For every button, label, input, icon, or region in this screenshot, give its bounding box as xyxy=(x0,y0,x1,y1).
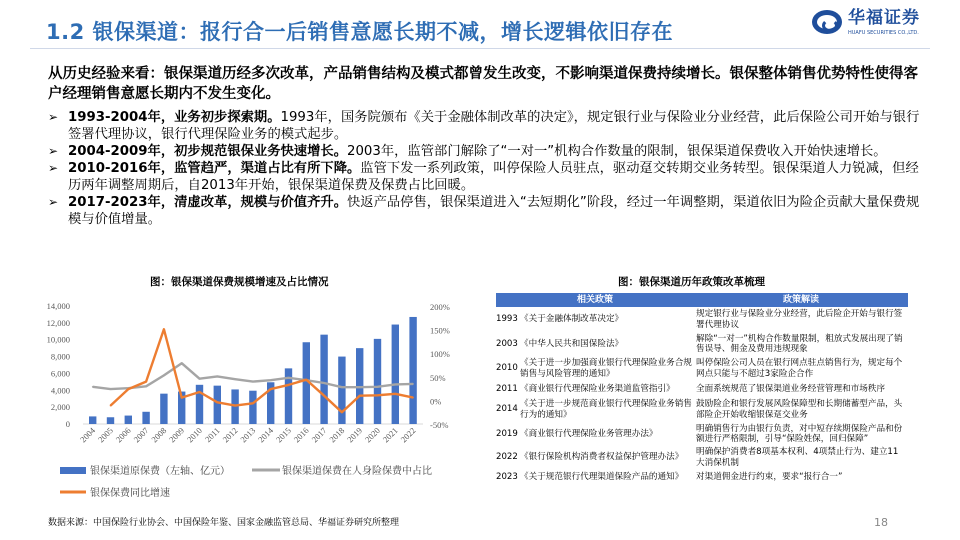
row-year: 2023 xyxy=(496,472,518,483)
bar-2018 xyxy=(338,357,345,424)
table-row xyxy=(496,381,908,397)
growth-point-2008 xyxy=(163,328,165,330)
row-policy: 《关于规范银行代理渠道保险产品的通知》 xyxy=(520,472,684,483)
bullet-heading: 2010-2016年，监管趋严，渠道占比有所下降。 xyxy=(68,161,361,176)
growth-point-2015 xyxy=(288,384,290,386)
x-tick-label: 2020 xyxy=(362,425,382,445)
bullet-text: 1993年，国务院颁布《关于金融体制改革的决定》，规定银行业与保险业分业经营，此后保险公司开始与银行签署代理协议，银行代理保险业务的模式起步。 xyxy=(68,110,920,142)
x-tick-label: 2009 xyxy=(167,425,187,445)
row-year: 2011 xyxy=(496,383,518,394)
share-point-2004 xyxy=(92,386,94,388)
legend-bar-swatch xyxy=(60,467,86,474)
growth-point-2010 xyxy=(199,391,201,393)
x-tick-label: 2011 xyxy=(202,425,222,445)
x-tick-label: 2006 xyxy=(113,425,133,445)
share-point-2013 xyxy=(252,381,254,383)
left-tick-label: 8,000 xyxy=(50,351,70,362)
intro-text: 从历史经验来看：银保渠道历经多次改革，产品销售结构及模式都曾发生改变，不影响渠道保费持续增长。银保整体销售优势特性使得客户经理销售意愿长期内不发生变化。 xyxy=(48,66,918,102)
growth-line xyxy=(111,329,414,412)
table-caption: 图：银保渠道历年政策改革梳理 xyxy=(618,276,765,288)
row-interpretation: 全面系统规范了银保渠道业务经营管理和市场秩序 xyxy=(696,383,886,394)
bar-2020 xyxy=(374,339,381,424)
x-tick-label: 2007 xyxy=(131,425,151,445)
x-tick-label: 2021 xyxy=(380,425,400,445)
left-tick-label: 14,000 xyxy=(46,301,70,311)
table-header-interpretation: 政策解读 xyxy=(694,293,908,307)
share-point-2011 xyxy=(217,376,219,378)
growth-point-2021 xyxy=(395,393,397,395)
row-interpretation: 明确保护消费者8项基本权利、4项禁止行为、建立11大消保机制 xyxy=(696,447,899,468)
row-policy: 《关于进一步规范商业银行代理保险业务销售行为的通知》 xyxy=(520,399,692,420)
share-point-2014 xyxy=(270,379,272,381)
right-tick-label: -50% xyxy=(430,420,449,430)
share-point-2018 xyxy=(341,386,343,388)
growth-point-2005 xyxy=(110,405,112,407)
row-policy: 《关于进一步加强商业银行代理保险业务合规销售与风险管理的通知》 xyxy=(520,358,692,379)
growth-point-2011 xyxy=(217,402,219,404)
growth-point-2019 xyxy=(359,395,361,397)
arrow-bullet-icon: ➢ xyxy=(48,144,59,158)
share-point-2007 xyxy=(145,385,147,387)
row-year: 2022 xyxy=(496,452,518,463)
share-point-2020 xyxy=(377,386,379,388)
row-year: 2010 xyxy=(496,363,518,374)
bullet-heading: 2017-2023年，清虚改革，规模与价值齐升。 xyxy=(68,195,347,210)
table-row xyxy=(496,422,908,446)
share-point-2022 xyxy=(412,383,414,385)
x-tick-label: 2022 xyxy=(398,425,418,445)
x-tick-label: 2017 xyxy=(309,425,329,445)
arrow-bullet-icon: ➢ xyxy=(48,110,59,124)
x-tick-label: 2016 xyxy=(291,425,311,445)
share-line xyxy=(93,363,413,389)
row-interpretation: 鼓励险企和银行发展风险保障型和长期储蓄型产品，头部险企开始收缩银保趸交业务 xyxy=(696,399,903,420)
x-tick-label: 2015 xyxy=(273,425,293,445)
growth-point-2013 xyxy=(252,402,254,404)
right-tick-label: 50% xyxy=(430,372,446,383)
legend-growth-label: 银保保费同比增速 xyxy=(90,488,170,499)
x-tick-label: 2014 xyxy=(256,425,276,445)
left-tick-label: 10,000 xyxy=(46,334,70,345)
bullet-text: 快返产品停售，银保渠道进入“去短期化”阶段，经过一年调整期，渠道依旧为险企贡献大量保费规模与价值增量。 xyxy=(68,195,920,227)
row-interpretation: 规定银行业与保险业分业经营，此后险企开始与银行签署代理协议 xyxy=(696,309,903,330)
data-source: 数据来源：中国保险行业协会、中国保险年鉴、国家金融监管总局、华福证券研究所整理 xyxy=(48,518,400,528)
legend-share-label: 银保渠道保费在人身险保费中占比 xyxy=(282,466,432,477)
growth-point-2020 xyxy=(377,394,379,396)
table-row xyxy=(496,469,908,486)
growth-point-2017 xyxy=(323,395,325,397)
table-row xyxy=(496,356,908,381)
table-row xyxy=(496,397,908,422)
row-interpretation: 叫停保险公司人员在银行网点驻点销售行为，规定每个网点只能与不超过3家险企合作 xyxy=(696,358,903,379)
bar-2017 xyxy=(320,335,327,424)
growth-point-2006 xyxy=(128,388,130,390)
policy-table xyxy=(496,293,908,486)
row-policy: 《商业银行代理保险业务管理办法》 xyxy=(520,428,658,439)
share-point-2005 xyxy=(110,388,112,390)
share-point-2010 xyxy=(199,378,201,380)
legend-bar-label: 银保渠道原保费（左轴、亿元） xyxy=(90,466,230,477)
row-year: 1993 xyxy=(496,314,518,325)
share-point-2008 xyxy=(163,375,165,377)
bullet-text: 2003年，监管部门解除了“一对一”机构合作数量的限制，银保渠道保费收入开始快速增长。 xyxy=(347,144,887,159)
share-point-2009 xyxy=(181,362,183,364)
left-tick-label: 12,000 xyxy=(46,317,70,328)
bar-2004 xyxy=(89,416,96,424)
growth-point-2022 xyxy=(412,397,414,399)
left-tick-label: 4,000 xyxy=(50,385,70,396)
row-interpretation: 解除“一对一”机构合作数量限制，粗放式发展出现了销售误导、佣金及费用违规现象 xyxy=(696,333,903,354)
growth-point-2007 xyxy=(145,381,147,383)
x-tick-label: 2013 xyxy=(238,425,258,445)
left-tick-label: 0 xyxy=(65,419,70,429)
arrow-bullet-icon: ➢ xyxy=(48,195,59,209)
x-tick-label: 2018 xyxy=(327,425,347,445)
share-point-2012 xyxy=(234,378,236,380)
table-row xyxy=(496,307,908,332)
table-row xyxy=(496,446,908,469)
growth-point-2016 xyxy=(306,379,308,381)
growth-point-2009 xyxy=(181,397,183,399)
bar-2011 xyxy=(214,386,221,424)
x-tick-label: 2004 xyxy=(78,425,98,445)
arrow-bullet-icon: ➢ xyxy=(48,161,59,175)
row-year: 2014 xyxy=(496,404,518,415)
x-tick-label: 2019 xyxy=(345,425,365,445)
row-policy: 《商业银行代理保险业务渠道监管指引》 xyxy=(520,383,675,394)
bar-2005 xyxy=(107,417,114,424)
row-year: 2019 xyxy=(496,428,518,439)
share-point-2021 xyxy=(395,384,397,386)
right-tick-label: 200% xyxy=(430,302,450,312)
growth-point-2014 xyxy=(270,388,272,390)
x-tick-label: 2010 xyxy=(184,425,204,445)
logo-text: 华福证券 xyxy=(848,8,920,28)
share-point-2017 xyxy=(323,382,325,384)
bar-2021 xyxy=(392,325,399,424)
left-tick-label: 2,000 xyxy=(50,402,70,413)
bar-2010 xyxy=(196,385,203,424)
share-point-2019 xyxy=(359,386,361,388)
bullet-heading: 2004-2009年，初步规范银保业务快速增长。 xyxy=(68,144,347,159)
bar-2022 xyxy=(409,317,416,424)
x-tick-label: 2012 xyxy=(220,425,240,445)
right-tick-label: 150% xyxy=(430,325,450,336)
share-point-2015 xyxy=(288,377,290,379)
growth-point-2012 xyxy=(234,405,236,407)
row-policy: 《银行保险机构消费者权益保护管理办法》 xyxy=(520,452,684,463)
x-tick-label: 2008 xyxy=(149,425,169,445)
right-tick-label: 100% xyxy=(430,349,450,360)
page-number: 18 xyxy=(874,516,888,529)
right-tick-label: 0% xyxy=(430,396,442,407)
bar-2006 xyxy=(125,416,132,424)
logo-subtext: HUAFU SECURITIES CO.,LTD. xyxy=(848,30,919,36)
bullet-heading: 1993-2004年，业务初步探索期。 xyxy=(68,110,281,125)
chart-caption: 图：银保渠道保费规模增速及占比情况 xyxy=(150,276,329,288)
x-tick-label: 2005 xyxy=(95,425,115,445)
row-policy: 《关于金融体制改革决定》 xyxy=(520,314,624,325)
row-policy: 《中华人民共和国保险法》 xyxy=(520,338,624,349)
row-year: 2003 xyxy=(496,338,518,349)
table-header-policy: 相关政策 xyxy=(496,293,694,307)
bullet-text: 监管下发一系列政策，叫停保险人员驻点，驱动趸交转期交业务转型。银保渠道人力锐减，但经历两年调整周期后，自2013年开始，银保渠道保费及保费占比回暖。 xyxy=(68,161,919,193)
table-row xyxy=(496,332,908,356)
growth-point-2018 xyxy=(341,411,343,413)
bar-2008 xyxy=(160,394,167,424)
left-tick-label: 6,000 xyxy=(50,368,70,379)
page-title: 1.2 银保渠道：报行合一后销售意愿长期不减，增长逻辑依旧存在 xyxy=(46,20,674,44)
bar-2007 xyxy=(142,412,149,424)
bar-2013 xyxy=(249,391,256,424)
row-interpretation: 对渠道佣金进行约束，要求“报行合一” xyxy=(696,472,843,483)
row-interpretation: 明确销售行为由银行负责，对中短存续期保险产品和份额进行严格限制，引导“保险姓保，回归保障” xyxy=(696,423,903,444)
